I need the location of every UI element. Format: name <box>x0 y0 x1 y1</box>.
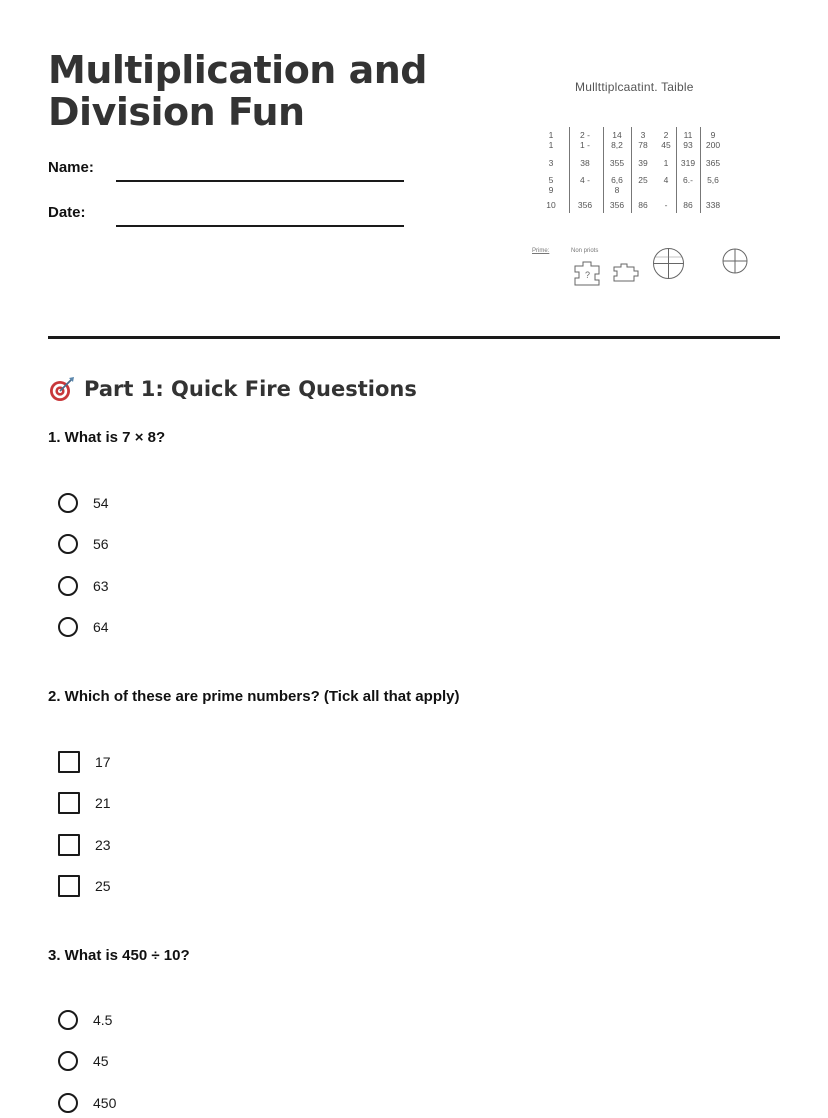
table-cell: 5 9 <box>548 175 554 195</box>
option-label: 56 <box>93 536 109 552</box>
option-label: 45 <box>93 1053 109 1069</box>
svg-text:?: ? <box>585 270 591 280</box>
table-cell: 1 1 <box>548 130 554 150</box>
table-cell: 3 <box>548 158 554 168</box>
table-cell: 10 <box>546 200 556 210</box>
q1-option-64[interactable] <box>58 615 109 639</box>
option-label: 64 <box>93 619 109 635</box>
puzzle-icon <box>572 258 604 288</box>
checkbox[interactable] <box>58 834 80 856</box>
table-cell: 338 <box>705 200 721 210</box>
table-cell: 14 8,2 <box>611 130 623 150</box>
option-label: 450 <box>93 1095 117 1111</box>
q1-option-54[interactable] <box>58 491 109 515</box>
table-cell: 365 <box>705 158 721 168</box>
table-cell: 39 <box>638 158 648 168</box>
q3-option-450[interactable] <box>58 1091 116 1115</box>
table-cell: - <box>664 200 668 210</box>
table-cell: 4 - <box>580 175 590 185</box>
checkbox[interactable] <box>58 875 80 897</box>
table-cell: 4 <box>663 175 669 185</box>
table-divider <box>603 127 604 213</box>
table-divider <box>676 127 677 213</box>
table-cell: 1 <box>663 158 669 168</box>
q2-option-21[interactable] <box>58 791 111 815</box>
target-icon <box>48 375 76 403</box>
legend-non-prime-label: Non priots <box>571 248 599 254</box>
option-label: 25 <box>95 878 111 894</box>
table-cell: 6,6 8 <box>611 175 623 195</box>
radio-button[interactable] <box>58 534 78 554</box>
table-cell: 11 93 <box>683 130 693 150</box>
table-cell: 6.- <box>683 175 693 185</box>
table-cell: 355 <box>609 158 625 168</box>
table-cell: 25 <box>638 175 648 185</box>
option-label: 17 <box>95 754 111 770</box>
radio-button[interactable] <box>58 493 78 513</box>
worksheet-title: Multiplication and Division Fun <box>48 48 427 134</box>
radio-button[interactable] <box>58 1051 78 1071</box>
table-divider <box>631 127 632 213</box>
table-cell: 3 78 <box>638 130 648 150</box>
table-cell: 9 200 <box>705 130 721 150</box>
option-label: 4.5 <box>93 1012 113 1028</box>
radio-button[interactable] <box>58 576 78 596</box>
table-cell: 38 <box>580 158 590 168</box>
q1-option-63[interactable] <box>58 574 109 598</box>
q2-option-23[interactable] <box>58 833 111 857</box>
date-field[interactable] <box>116 225 404 227</box>
table-cell: 86 <box>638 200 648 210</box>
illustration-title: Mullttiplcaatint. Taible <box>575 80 694 94</box>
table-divider <box>700 127 701 213</box>
legend-prime-label: Prime: <box>532 248 550 254</box>
checkbox[interactable] <box>58 751 80 773</box>
q3-option-4-5[interactable] <box>58 1008 112 1032</box>
option-label: 23 <box>95 837 111 853</box>
option-label: 54 <box>93 495 109 511</box>
radio-button[interactable] <box>58 1093 78 1113</box>
table-cell: 2 45 <box>661 130 671 150</box>
question-2: 2. Which of these are prime numbers? (Tick all that apply) <box>48 688 460 705</box>
option-label: 21 <box>95 795 111 811</box>
table-cell: 2 - 1 - <box>580 130 590 150</box>
puzzle-piece-icon <box>612 262 640 284</box>
section-divider <box>48 336 780 339</box>
checkbox[interactable] <box>58 792 80 814</box>
name-field[interactable] <box>116 180 404 182</box>
name-label: Name: <box>48 159 94 176</box>
question-1: 1. What is 7 × 8? <box>48 429 166 446</box>
question-3: 3. What is 450 ÷ 10? <box>48 947 190 964</box>
q2-option-25[interactable] <box>58 874 111 898</box>
part1-heading-text: Part 1: Quick Fire Questions <box>84 377 417 401</box>
date-label: Date: <box>48 204 86 221</box>
circle-cross-icon <box>721 247 749 275</box>
circle-cross-icon <box>652 246 685 281</box>
table-cell: 356 <box>609 200 625 210</box>
radio-button[interactable] <box>58 617 78 637</box>
table-cell: 319 <box>680 158 696 168</box>
radio-button[interactable] <box>58 1010 78 1030</box>
option-label: 63 <box>93 578 109 594</box>
q2-option-17[interactable] <box>58 750 111 774</box>
table-cell: 5,6 <box>707 175 719 185</box>
table-cell: 356 <box>577 200 593 210</box>
part1-heading <box>48 375 417 403</box>
table-divider <box>569 127 570 213</box>
q3-option-45[interactable] <box>58 1049 109 1073</box>
table-cell: 86 <box>683 200 693 210</box>
q1-option-56[interactable] <box>58 532 109 556</box>
